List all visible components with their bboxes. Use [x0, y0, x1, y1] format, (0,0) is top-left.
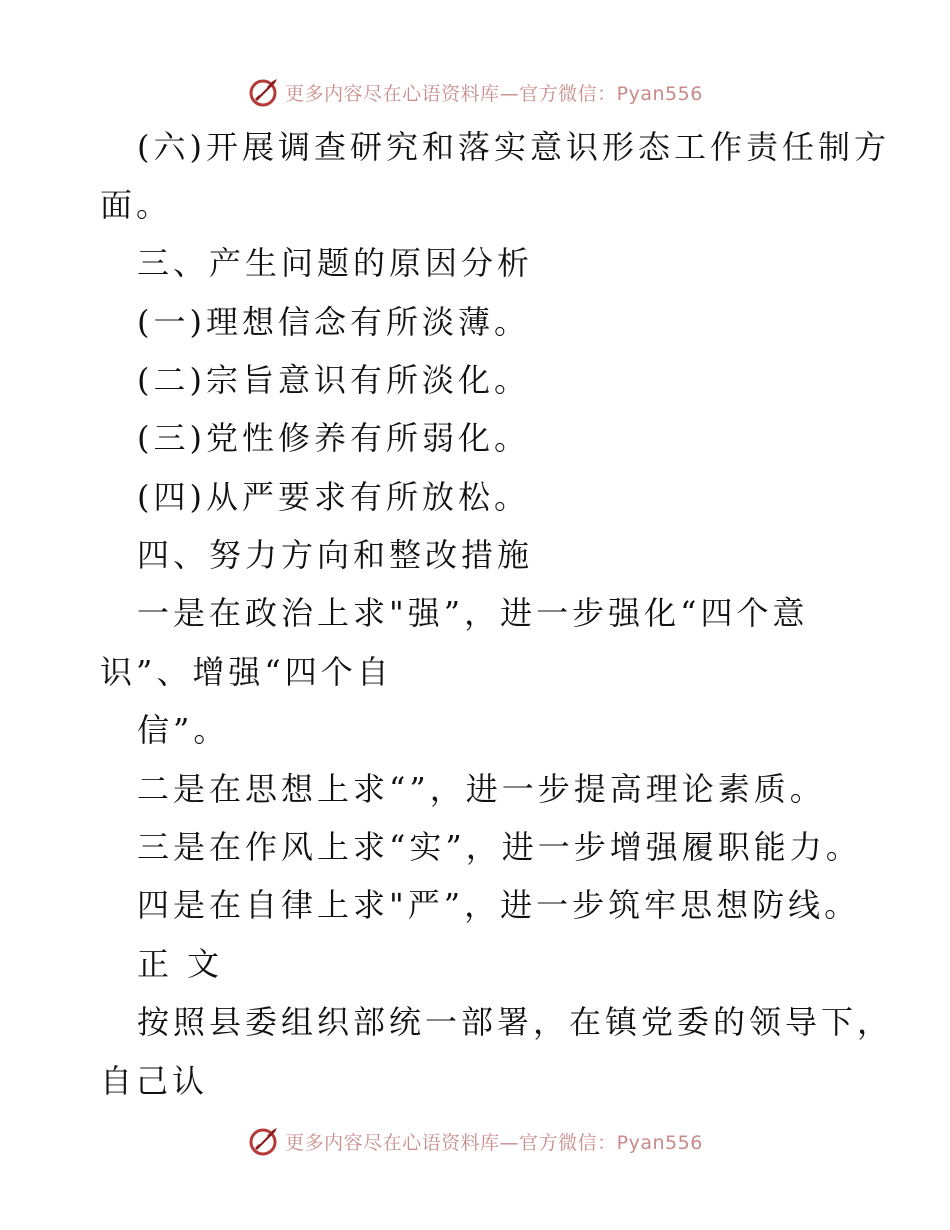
watermark-text: 更多内容尽在心语资料库—官方微信：Pyan556	[285, 82, 703, 105]
quill-pen-logo-icon	[247, 75, 281, 109]
paragraph-line: 识”、增强“四个自	[100, 653, 393, 691]
paragraph-line: 信”。	[137, 711, 230, 749]
watermark-text: 更多内容尽在心语资料库—官方微信：Pyan556	[285, 1131, 703, 1154]
paragraph-line: 二是在思想上求“”，进一步提高理论素质。	[137, 770, 826, 808]
section-heading: 三、产生问题的原因分析	[137, 244, 534, 282]
section-heading: 四、努力方向和整改措施	[137, 536, 534, 574]
paragraph-line: 面。	[100, 186, 173, 224]
paragraph-line: 按照县委组织部统一部署，在镇党委的领导下，	[137, 1003, 894, 1041]
list-item: (四)从严要求有所放松。	[137, 478, 530, 516]
paragraph-line: 四是在自律上求"严”，进一步筑牢思想防线。	[137, 886, 861, 924]
paragraph-line: (六)开展调查研究和落实意识形态工作责任制方	[137, 128, 890, 166]
footer-watermark	[0, 1121, 950, 1161]
paragraph-line: 三是在作风上求“实”，进一步增强履职能力。	[137, 828, 862, 866]
header-watermark	[0, 72, 950, 112]
list-item: (三)党性修养有所弱化。	[137, 419, 530, 457]
list-item: (一)理想信念有所淡薄。	[137, 303, 530, 341]
section-heading: 正 文	[137, 945, 224, 983]
quill-pen-logo-icon	[247, 1124, 281, 1158]
paragraph-line: 一是在政治上求"强”，进一步强化“四个意	[137, 594, 809, 632]
list-item: (二)宗旨意识有所淡化。	[137, 361, 530, 399]
paragraph-line: 自己认	[100, 1062, 209, 1100]
